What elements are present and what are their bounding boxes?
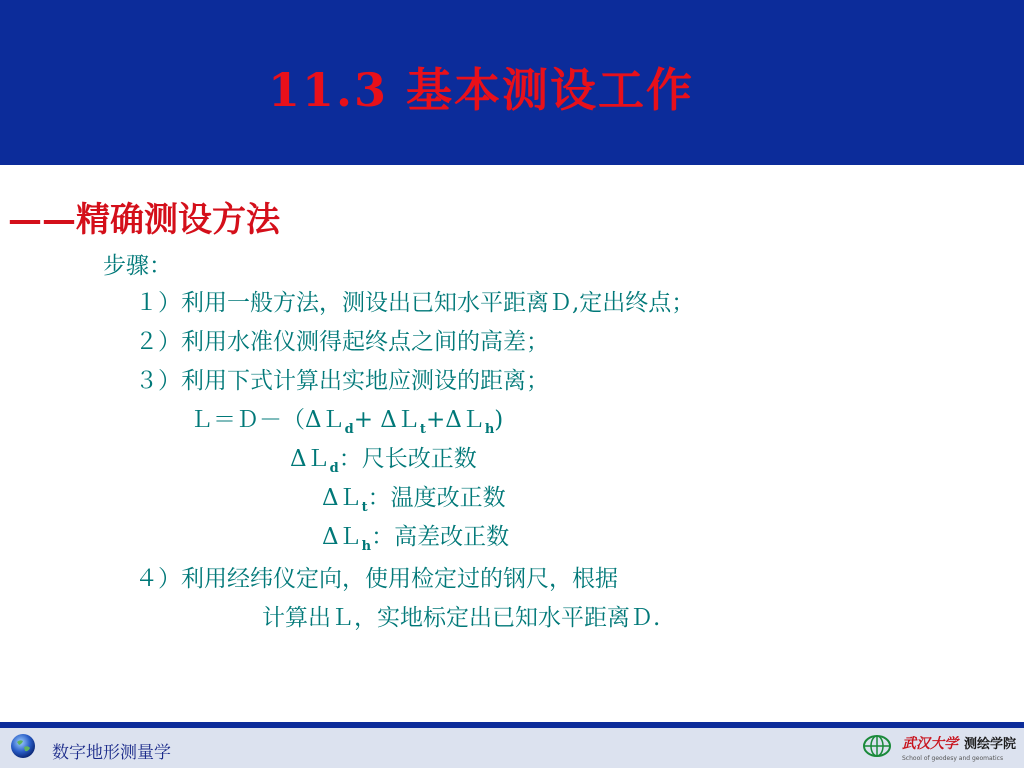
slide-title: 11.3 基本测设工作 — [268, 63, 695, 117]
formula-part: + ΔＬ — [353, 407, 420, 433]
symbol: ΔＬ — [290, 446, 330, 472]
formula-part: +ΔＬ — [425, 407, 485, 433]
steps-label: 步骤： — [103, 253, 172, 279]
school-logo-icon — [862, 734, 892, 758]
course-name: 数字地形测量学 — [52, 743, 171, 763]
correction-label: ：高差改正数 — [371, 524, 510, 550]
university-name: 武汉大学 — [902, 736, 958, 752]
symbol: ΔＬ — [322, 524, 362, 550]
globe-icon — [10, 733, 36, 759]
formula-sub-t: t — [419, 422, 426, 437]
step-3: ３）利用下式计算出实地应测设的距离； — [135, 368, 549, 394]
symbol: ΔＬ — [322, 485, 362, 511]
correction-t — [322, 479, 506, 515]
correction-label: ：温度改正数 — [367, 485, 506, 511]
formula-sub-d: d — [344, 422, 354, 437]
symbol-sub: t — [361, 500, 368, 515]
step-2: ２）利用水准仪测得起终点之间的高差； — [135, 329, 549, 355]
formula — [190, 401, 503, 437]
section-subtitle: ——精确测设方法 — [8, 200, 280, 240]
symbol-sub: d — [329, 461, 339, 476]
correction-label: ：尺长改正数 — [338, 446, 477, 472]
footer-divider — [0, 722, 1024, 728]
school-logo-text — [900, 733, 1020, 763]
step-1: １）利用一般方法，测设出已知水平距离Ｄ,定出终点； — [135, 290, 695, 316]
formula-part: ) — [494, 407, 504, 433]
school-english-name: School of geodesy and geomatics — [902, 755, 1004, 762]
formula-sub-h: h — [484, 422, 495, 437]
correction-d — [290, 440, 477, 476]
step-4-continuation: 计算出Ｌ，实地标定出已知水平距离Ｄ. — [262, 605, 661, 631]
school-name: 测绘学院 — [964, 737, 1017, 752]
correction-h — [322, 518, 509, 554]
formula-part: Ｌ＝Ｄ－（ΔＬ — [190, 407, 345, 433]
step-4: ４）利用经纬仪定向，使用检定过的钢尺，根据 — [135, 566, 618, 592]
symbol-sub: h — [361, 539, 372, 554]
